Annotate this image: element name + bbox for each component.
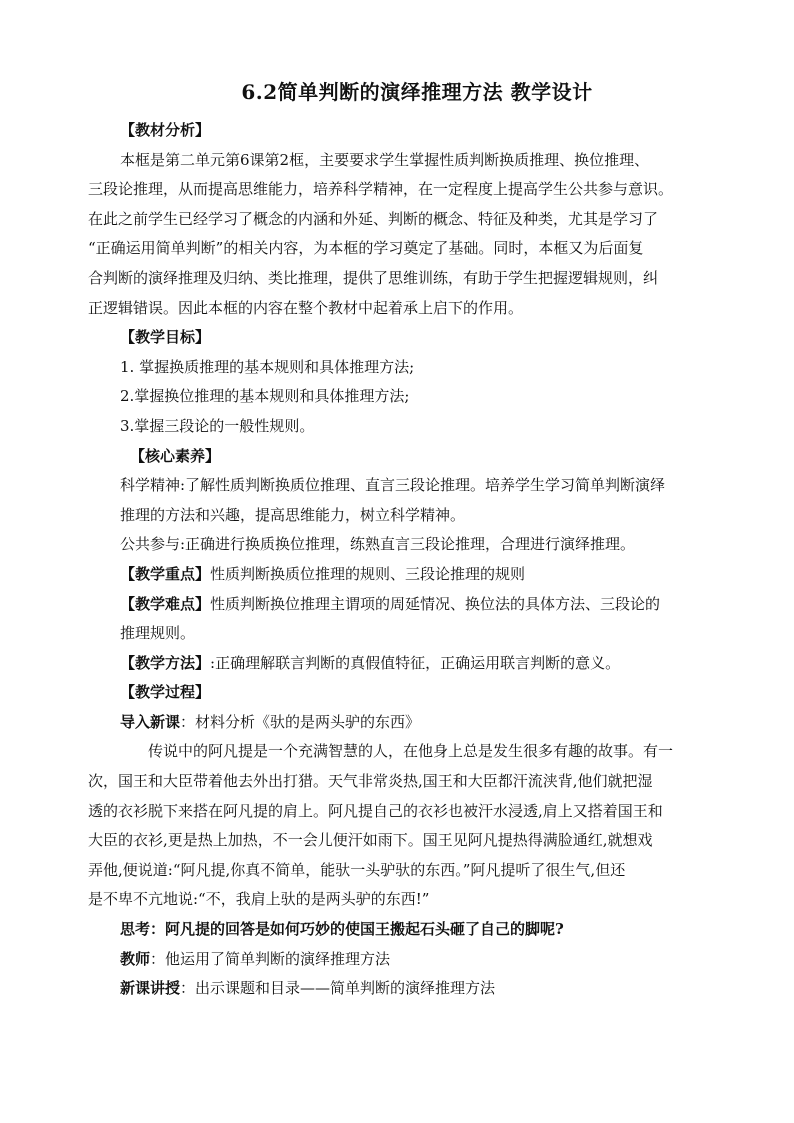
- analysis-line: 在此之前学生已经学习了概念的内涵和外延、判断的概念、特征及种类，尤其是学习了: [88, 209, 659, 228]
- goal-item: 3.掌握三段论的一般性规则。: [120, 416, 315, 435]
- difficulty-text: 性质判断换位推理主谓项的周延情况、换位法的具体方法、三段论的: [210, 594, 661, 613]
- teacher-text: ：他运用了简单判断的演绎推理方法: [150, 949, 391, 968]
- method-text: :正确理解联言判断的真假值特征，正确运用联言判断的意义。: [210, 653, 621, 672]
- analysis-line: 本框是第二单元第6课第2框，主要要求学生掌握性质判断换质推理、换位推理、: [120, 150, 650, 169]
- section-heading-key: 【教学重点】: [120, 564, 211, 583]
- intro-row: [120, 708, 698, 738]
- goal-item: 2.掌握换位推理的基本规则和具体推理方法;: [120, 387, 410, 406]
- document-body: [88, 116, 698, 1004]
- new-lesson-row: [120, 974, 698, 1004]
- story-line: 传说中的阿凡提是一个充满智慧的人，在他身上总是发生很多有趣的故事。有一: [148, 742, 674, 761]
- analysis-line: 三段论推理，从而提高思维能力，培养科学精神，在一定程度上提高学生公共参与意识。: [88, 180, 674, 199]
- core-line: 科学精神:了解性质判断换质位推理、直言三段论推理。培养学生学习简单判断演绎: [120, 476, 666, 495]
- difficulty-line: 推理规则。: [120, 624, 196, 643]
- method-row: [120, 649, 698, 679]
- new-lesson-label: 新课讲授: [120, 979, 181, 998]
- story-line: 次，国王和大臣带着他去外出打猎。天气非常炎热,国王和大臣都汗流浃背,他们就把湿: [88, 772, 653, 791]
- analysis-line: “正确运用简单判断”的相关内容，为本框的学习奠定了基础。同时，本框又为后面复: [88, 239, 644, 258]
- section-heading-analysis: 【教材分析】: [120, 121, 211, 139]
- story-line: 弄他,便说道:“阿凡提,你真不简单，能驮一头驴驮的东西。”阿凡提听了很生气,但还: [88, 860, 626, 879]
- intro-label: 导入新课: [120, 712, 181, 731]
- new-lesson-text: ：出示课题和目录——简单判断的演绎推理方法: [180, 979, 496, 998]
- section-heading-core: 【核心素养】: [130, 446, 221, 465]
- story-line: 是不卑不亢地说:“不，我肩上驮的是两头驴的东西!”: [88, 890, 430, 909]
- section-heading-difficulty: 【教学难点】: [120, 594, 211, 613]
- analysis-line: 正逻辑错误。因此本框的内容在整个教材中起着承上启下的作用。: [88, 298, 524, 317]
- story-line: 大臣的衣衫,更是热上加热，不一会儿便汗如雨下。国王见阿凡提热得满脸通红,就想戏: [88, 831, 653, 850]
- think-question: 思考：阿凡提的回答是如何巧妙的使国王搬起石头砸了自己的脚呢?: [120, 920, 564, 939]
- core-line: 推理的方法和兴趣，提高思维能力，树立科学精神。: [120, 505, 466, 524]
- core-line: 公共参与:正确进行换质换位推理，练熟直言三段论推理，合理进行演绎推理。: [120, 535, 636, 554]
- section-heading-process: 【教学过程】: [120, 683, 211, 702]
- teacher-row: [120, 945, 698, 975]
- intro-text: ：材料分析《驮的是两头驴的东西》: [180, 712, 421, 731]
- difficulty-row: [120, 590, 698, 620]
- goal-item: 1. 掌握换质推理的基本规则和具体推理方法;: [120, 357, 415, 376]
- story-line: 透的衣衫脱下来搭在阿凡提的肩上。阿凡提自己的衣衫也被汗水浸透,肩上又搭着国王和: [88, 801, 663, 820]
- teacher-label: 教师: [120, 949, 151, 968]
- analysis-line: 合判断的演绎推理及归纳、类比推理，提供了思维训练，有助于学生把握逻辑规则，纠: [88, 268, 659, 287]
- key-point-text: 性质判断换质位推理的规则、三段论推理的规则: [210, 564, 526, 583]
- section-heading-goals: 【教学目标】: [120, 328, 211, 347]
- section-heading-method: 【教学方法】: [120, 653, 211, 672]
- key-point-row: [120, 560, 698, 590]
- page-title: 6.2简单判断的演绎推理方法 教学设计: [241, 80, 593, 104]
